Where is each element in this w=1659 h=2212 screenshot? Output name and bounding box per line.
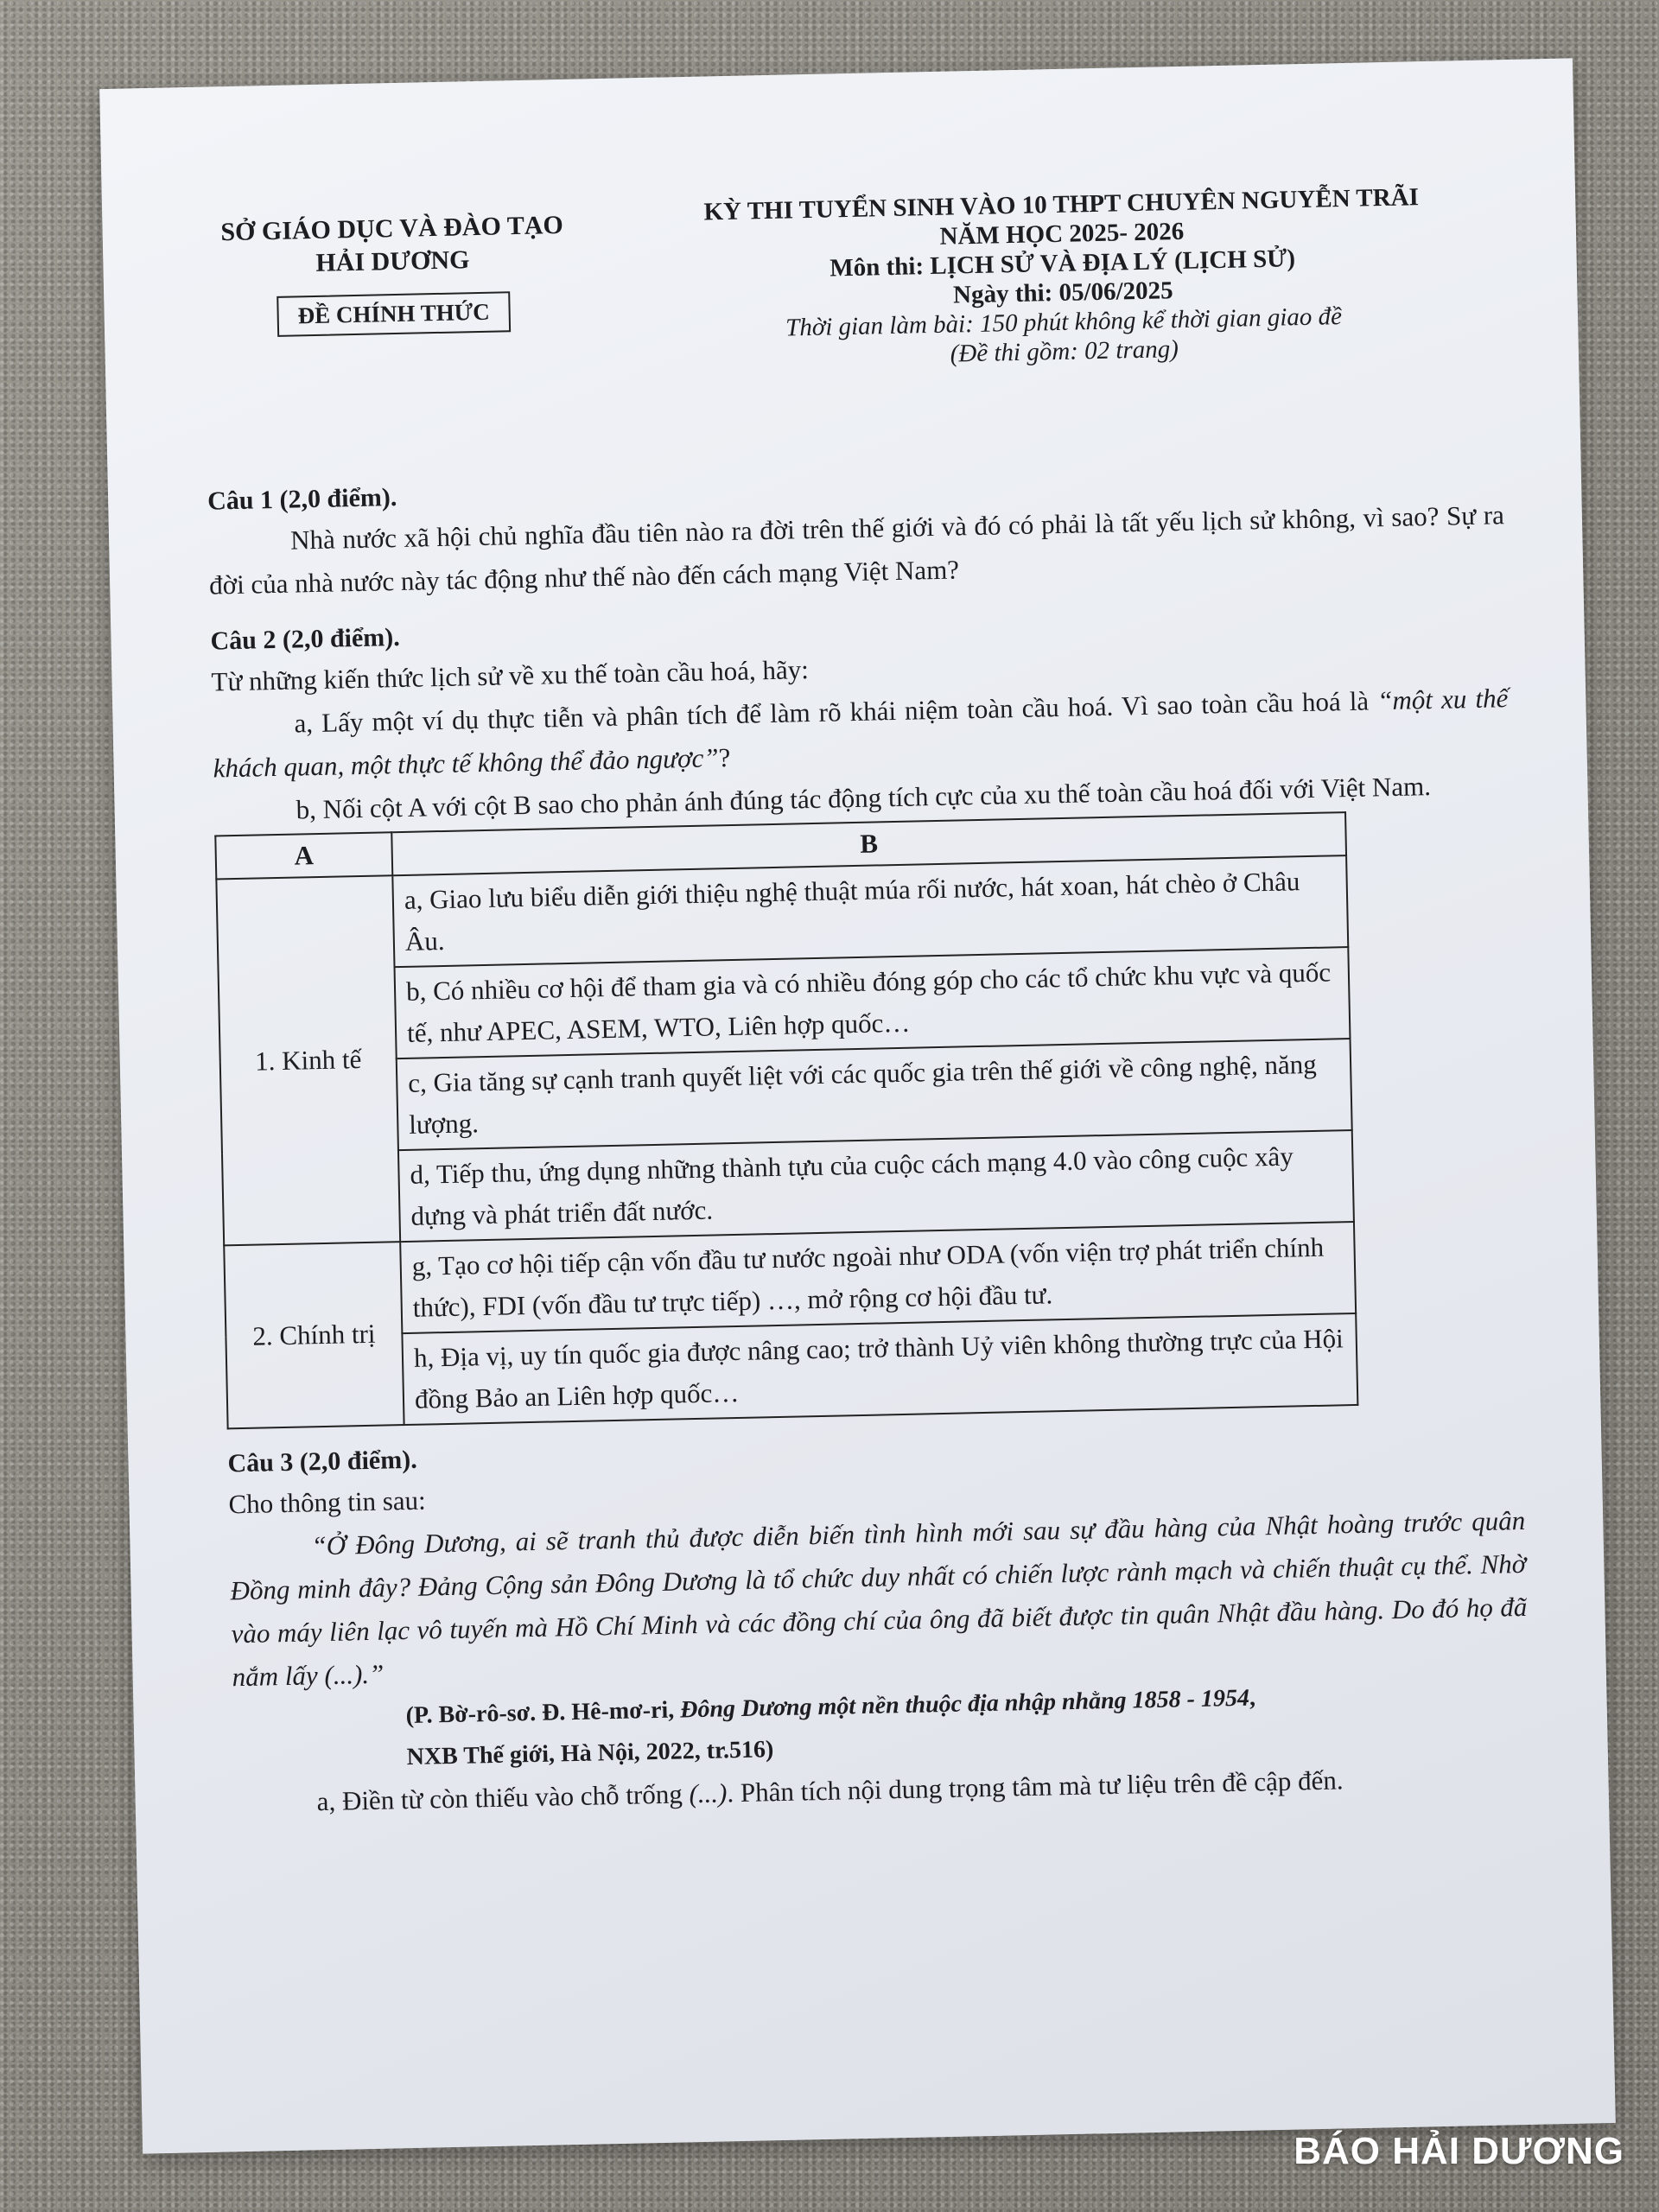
question-1-title: Câu 1 (2,0 điểm). — [207, 483, 397, 516]
exam-title: KỲ THI TUYỂN SINH VÀO 10 THPT CHUYÊN NGUYỄN TRÃI — [703, 183, 1420, 226]
matching-table — [214, 811, 1358, 1429]
question-2a-quote: “một xu thế khách quan, một thực tế không thể đảo ngược” — [213, 683, 1509, 784]
org-line-2: HẢI DƯƠNG — [315, 245, 470, 277]
option-a: a, Giao lưu biểu diễn giới thiệu nghệ thuật múa rối nước, hát xoan, hát chèo ở Châu Âu. — [392, 855, 1348, 967]
option-c: c, Gia tăng sự cạnh tranh quyết liệt với các quốc gia trên thế giới về công nghệ, năng lượng. — [397, 1039, 1352, 1150]
option-g: g, Tạo cơ hội tiếp cận vốn đầu tư nước ngoài như ODA (vốn viện trợ phát triển chính thức), FDI (vốn đầu tư trực tiếp) …, mở rộng cơ hội đầu tư. — [400, 1222, 1356, 1333]
exam-subject: Môn thi: LỊCH SỬ VÀ ĐỊA LÝ (LỊCH SỬ) — [829, 245, 1296, 283]
exam-header — [201, 181, 1503, 467]
question-2a-end: ? — [718, 741, 731, 773]
exam-duration: Thời gian làm bài: 150 phút không kể thời gian giao đề — [785, 302, 1343, 342]
question-3-quote: “Ở Đông Dương, ai sẽ tranh thủ được diễn biến tình hình mới sau sự đầu hàng của Nhật hoàng trước quân Đồng minh đây? Đảng Cộng sản Đông Dương là tổ chức duy nhất có chiến lược rành mạch và chiến thuật cụ thể. Nhờ vào máy liên lạc vô tuyến mà Hồ Chí Minh và các đồng chí của ông đã biết được tin quân Nhật đầu hàng. Do đó họ đã nắm lấy (...).” — [230, 1504, 1528, 1693]
org-line-1: SỞ GIÁO DỤC VÀ ĐÀO TẠO — [220, 210, 564, 247]
question-3-intro: Cho thông tin sau: — [228, 1484, 427, 1520]
exam-date: Ngày thi: 05/06/2025 — [952, 276, 1173, 309]
source-book: Đông Dương một nền thuộc địa nhập nhằng 1858 - 1954 — [679, 1684, 1250, 1724]
option-b: b, Có nhiều cơ hội để tham gia và có nhiều đóng góp cho các tổ chức khu vực và quốc tế, như APEC, ASEM, WTO, Liên hợp quốc… — [395, 947, 1351, 1058]
category-politics: 2. Chính trị — [224, 1242, 404, 1428]
organization-block — [201, 208, 584, 338]
question-2-title: Câu 2 (2,0 điểm). — [210, 622, 401, 656]
exam-sheet — [99, 58, 1616, 2153]
school-year: NĂM HỌC 2025- 2026 — [939, 217, 1185, 251]
question-2b: b, Nối cột A với cột B sao cho phản ánh đúng tác động tích cực của xu thế toàn cầu hoá đối với Việt Nam. — [296, 771, 1432, 825]
column-a-header: A — [215, 832, 392, 879]
question-3a-text: a, Điền từ còn thiếu vào chỗ trống — [316, 1778, 690, 1817]
column-b-header: B — [391, 812, 1346, 875]
exam-info-block — [607, 181, 1518, 376]
source-author: (P. Bờ-rô-sơ. Đ. Hê-mơ-ri, — [405, 1696, 681, 1730]
question-3a-end: . Phân tích nội dung trọng tâm mà tư liệu trên đề cập đến. — [727, 1764, 1344, 1808]
source-publisher: NXB Thế giới, Hà Nội, 2022, tr.516) — [406, 1736, 774, 1771]
exam-content — [201, 181, 1531, 1825]
question-2a-text: a, Lấy một ví dụ thực tiễn và phân tích để làm rõ khái niệm toàn cầu hoá. Vì sao toàn cầu hoá là — [294, 685, 1378, 739]
option-d: d, Tiếp thu, ứng dụng những thành tựu của cuộc cách mạng 4.0 vào công cuộc xây dựng và phát triển đất nước. — [398, 1130, 1354, 1242]
source-comma: , — [1249, 1684, 1256, 1712]
question-3-title: Câu 3 (2,0 điểm). — [227, 1445, 417, 1478]
category-economy: 1. Kinh tế — [216, 875, 400, 1245]
question-1-text: Nhà nước xã hội chủ nghĩa đầu tiên nào ra đời trên thế giới và đó có phải là tất yếu lịch sử không, vì sao? Sự ra đời của nhà nước này tác động như thế nào đến cách mạng Việt Nam? — [208, 499, 1505, 601]
question-2-intro: Từ những kiến thức lịch sử về xu thế toàn cầu hoá, hãy: — [211, 654, 810, 697]
option-h: h, Địa vị, uy tín quốc gia được nâng cao; trở thành Uỷ viên không thường trực của Hội đồng Bảo an Liên hợp quốc… — [402, 1313, 1357, 1425]
official-label: ĐỀ CHÍNH THỨC — [276, 291, 511, 337]
exam-pages: (Đề thi gồm: 02 trang) — [950, 335, 1179, 368]
question-3a-blank: (...) — [689, 1777, 728, 1809]
newspaper-watermark: BÁO HẢI DƯƠNG — [1294, 2130, 1624, 2172]
